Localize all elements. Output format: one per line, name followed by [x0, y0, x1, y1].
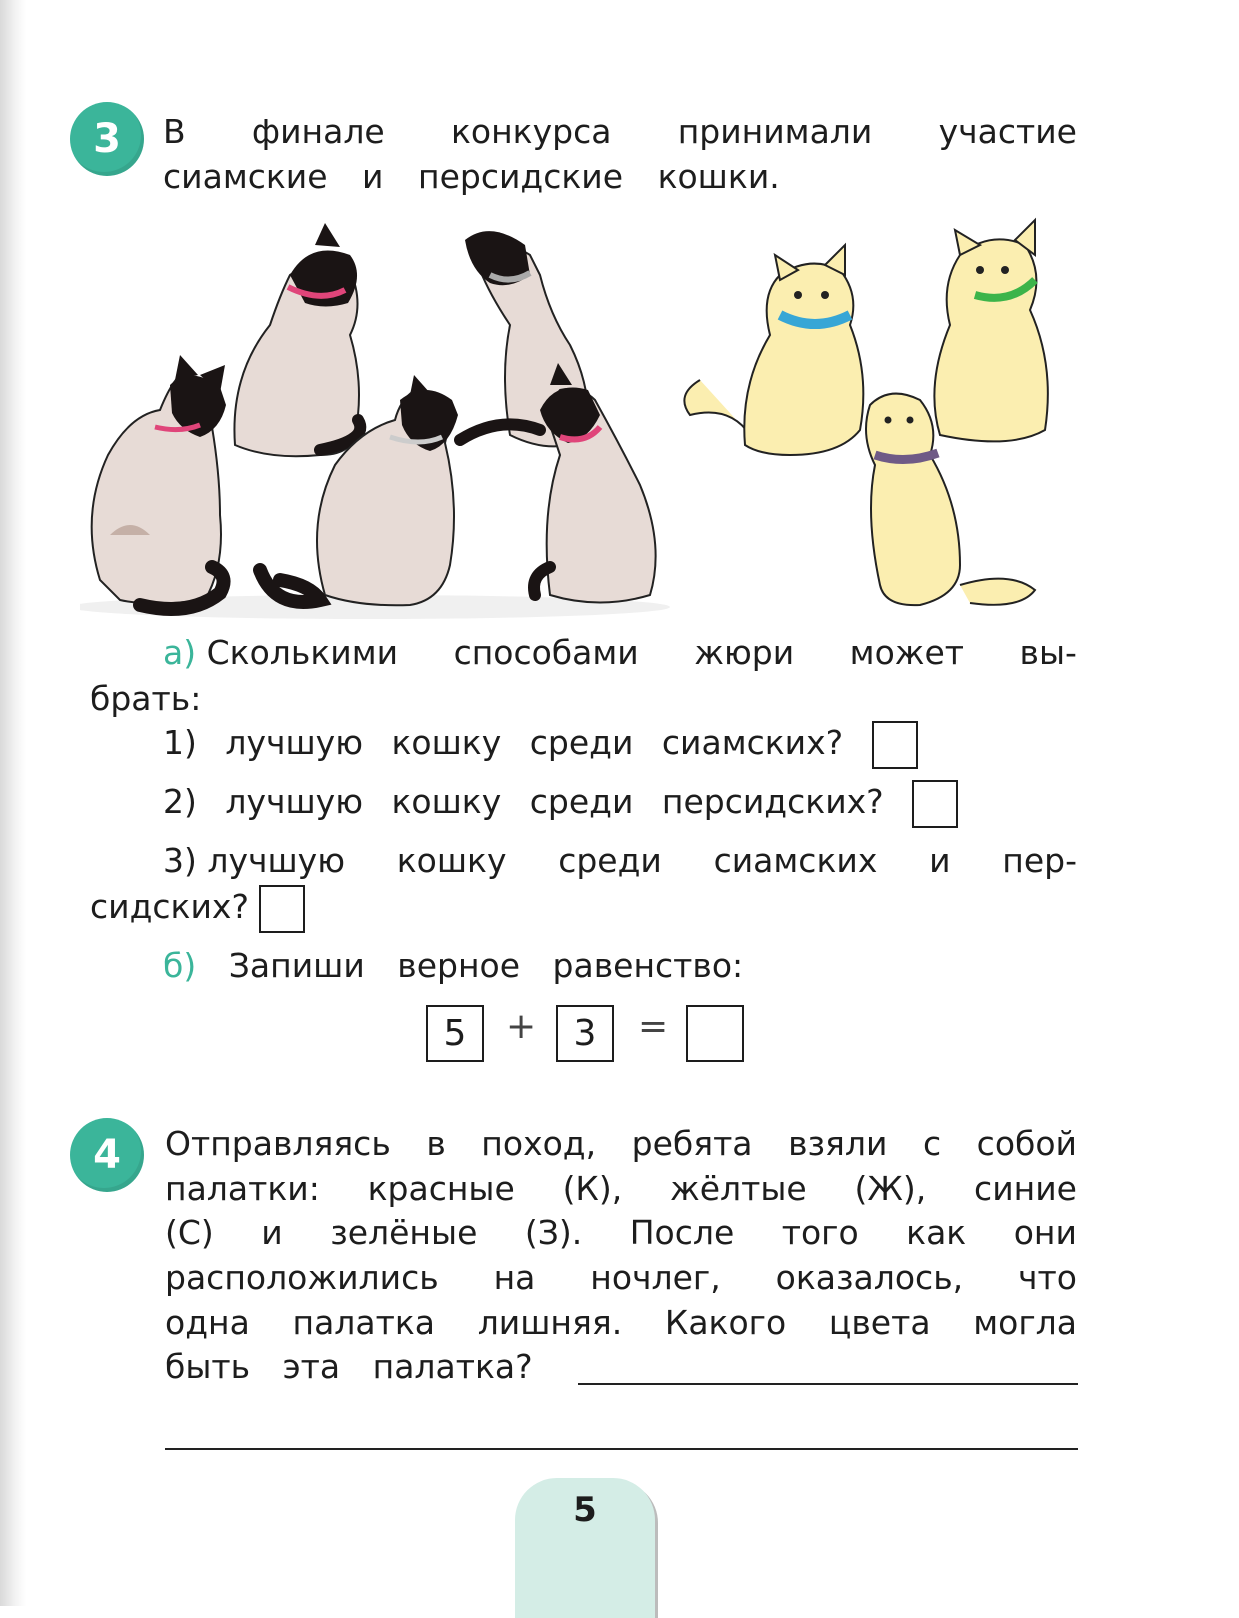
- word: способами: [453, 633, 639, 672]
- word: что: [1018, 1258, 1077, 1297]
- question-3-text-end: сидских?: [90, 887, 249, 926]
- word: персидские: [418, 157, 624, 196]
- word: взяли: [788, 1124, 888, 1163]
- equation-plus: +: [506, 1006, 537, 1047]
- cats-illustration: [80, 215, 1100, 620]
- word: собой: [976, 1124, 1077, 1163]
- part-a-line-1: [163, 630, 1077, 676]
- word: может: [849, 633, 965, 672]
- task-4-line-3: [165, 1210, 1077, 1256]
- word: (С): [165, 1213, 214, 1252]
- part-b-marker: б): [163, 946, 197, 985]
- word: и: [261, 1213, 283, 1252]
- word: они: [1013, 1213, 1077, 1252]
- word: одна: [165, 1303, 250, 1342]
- task-4-line-4: [165, 1255, 1077, 1301]
- word: палатки:: [165, 1169, 320, 1208]
- task-4-line-1: [165, 1121, 1077, 1167]
- word: лишняя.: [477, 1303, 623, 1342]
- question-3-line-1: [163, 838, 1077, 884]
- word: После: [629, 1213, 735, 1252]
- word: расположились: [165, 1258, 439, 1297]
- word: ребята: [631, 1124, 753, 1163]
- word: с: [922, 1124, 942, 1163]
- task-3-number: 3: [93, 116, 121, 162]
- siamese-cat-1: [92, 355, 226, 609]
- word: красные: [367, 1169, 515, 1208]
- question-1-text: 1) лучшую кошку среди сиамских?: [163, 723, 844, 762]
- persian-cat-1: [684, 245, 863, 455]
- equation-left-value: 5: [443, 1013, 467, 1054]
- word: цвета: [828, 1303, 931, 1342]
- part-a-line-2: брать:: [90, 679, 202, 718]
- task-3-badge: [70, 102, 144, 176]
- persian-cat-2: [934, 220, 1047, 441]
- question-3-line-2: [90, 884, 305, 933]
- word: на: [493, 1258, 536, 1297]
- word: Сколькими: [206, 633, 399, 672]
- question-2: [163, 779, 958, 828]
- equation-result-box[interactable]: [686, 1005, 744, 1062]
- word: конкурса: [450, 112, 612, 151]
- part-a-marker: а): [163, 633, 197, 672]
- word: Какого: [664, 1303, 787, 1342]
- word: жюри: [694, 633, 795, 672]
- word: как: [906, 1213, 967, 1252]
- word: среди: [558, 841, 662, 880]
- word: и: [929, 841, 951, 880]
- equation-right-value: 3: [573, 1013, 597, 1054]
- word: кошку: [396, 841, 507, 880]
- task-4-badge: [70, 1118, 144, 1192]
- answer-box-1[interactable]: [872, 721, 918, 769]
- answer-box-2[interactable]: [912, 780, 958, 828]
- word: вы-: [1019, 633, 1077, 672]
- siamese-cat-5: [534, 363, 656, 603]
- page-number: 5: [573, 1490, 597, 1530]
- word: того: [781, 1213, 859, 1252]
- task-4-line-6: быть эта палатка?: [165, 1347, 533, 1386]
- equation-box-left: [426, 1005, 484, 1062]
- question-2-text: 2) лучшую кошку среди персидских?: [163, 782, 884, 821]
- word: палатка: [292, 1303, 435, 1342]
- word: поход,: [481, 1124, 597, 1163]
- word: ночлег,: [590, 1258, 721, 1297]
- part-b: [163, 943, 743, 989]
- word: зелёные: [330, 1213, 478, 1252]
- word: и: [362, 157, 384, 196]
- siamese-cat-2: [234, 223, 360, 456]
- task-3-intro-line-1: [163, 109, 1077, 155]
- answer-box-3[interactable]: [259, 885, 305, 933]
- task-4-number: 4: [93, 1132, 121, 1178]
- word: В: [163, 112, 186, 151]
- word: 3) лучшую: [163, 841, 345, 880]
- task-4-line-2: [165, 1166, 1077, 1212]
- word: (К),: [562, 1169, 623, 1208]
- word: сиамские: [163, 157, 328, 196]
- word: участие: [938, 112, 1077, 151]
- word: в: [426, 1124, 446, 1163]
- question-1: [163, 720, 918, 769]
- equation-box-right: [556, 1005, 614, 1062]
- word: кошки.: [657, 157, 780, 196]
- answer-line-1[interactable]: [578, 1383, 1078, 1385]
- word: Отправляясь: [165, 1124, 391, 1163]
- equation-equals: =: [638, 1006, 669, 1047]
- word: могла: [973, 1303, 1077, 1342]
- task-3-intro-line-2: [163, 154, 780, 200]
- task-4-line-5: [165, 1300, 1077, 1346]
- word: принимали: [677, 112, 873, 151]
- word: сиамских: [713, 841, 878, 880]
- word: финале: [251, 112, 385, 151]
- word: жёлтые: [670, 1169, 807, 1208]
- word: (З).: [524, 1213, 583, 1252]
- word: оказалось,: [775, 1258, 964, 1297]
- page-edge: [0, 0, 26, 1606]
- word: (Ж),: [854, 1169, 927, 1208]
- page-number-tab: [515, 1478, 655, 1618]
- word: пер-: [1002, 841, 1077, 880]
- word: синие: [974, 1169, 1077, 1208]
- answer-line-2[interactable]: [165, 1448, 1078, 1450]
- part-b-text: Запиши верное равенство:: [228, 946, 744, 985]
